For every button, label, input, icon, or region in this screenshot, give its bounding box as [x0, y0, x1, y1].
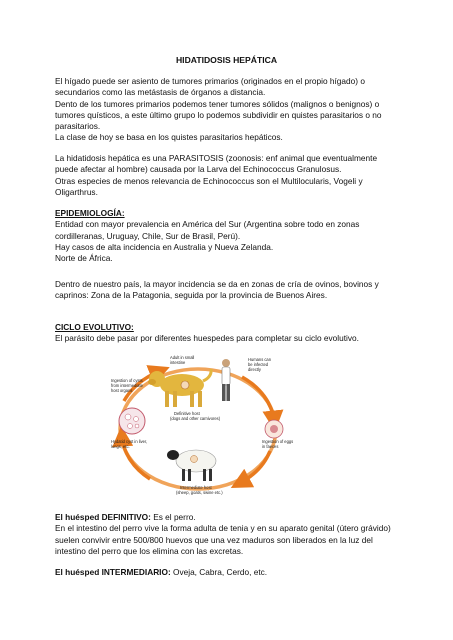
text-line: cordilleranas, Uruguay, Chile, Sur de Brasil, Perú). [55, 230, 241, 241]
text-line: parasitarios. [55, 121, 101, 132]
ciclo-section [55, 322, 400, 345]
text-line: Otras especies de menos relevancia de Echinococcus son el Multilocularis, Vogeli y [55, 175, 363, 186]
text-line: Hay casos de alta incidencia en Australia y Nueva Zelanda. [55, 241, 274, 252]
diagram-label: in faeces [262, 444, 279, 449]
diagram-label: (dogs and other carnivores) [170, 416, 221, 421]
diagram-label: be infected [248, 362, 269, 367]
text-line: intestino del perro que los elimina con las excretas. [55, 545, 244, 556]
text-line: caprinos: Zona de la Patagonia, seguida por la provincia de Buenos Aires. [55, 290, 328, 301]
diagram-label: Intermediate host [180, 485, 212, 490]
text-line [55, 512, 400, 523]
dog-illustration [148, 369, 211, 407]
diagram-label: lungs, etc. [111, 444, 130, 449]
section-heading: EPIDEMIOLOGÍA: [55, 208, 125, 218]
diagram-label: intestine [170, 360, 186, 365]
sheep-illustration [167, 450, 216, 481]
diagram-label: Adult in small [170, 355, 195, 360]
diagram-label: Ingestion of eggs [262, 439, 294, 444]
text-line: puede afectar al hombre) causada por la Larva del Echinococcus Granulosus. [55, 164, 342, 175]
text-line: tumores quísticos, a este último grupo lo podemos subdividir en quistes parasitarios o no [55, 109, 382, 120]
text-line: suelen convivir entre 500/800 huevos que una vez maduros son liberados en la luz del [55, 534, 373, 545]
bold-label: El huésped INTERMEDIARIO: [55, 567, 171, 577]
section-heading: CICLO EVOLUTIVO: [55, 322, 134, 332]
text-line: En el intestino del perro vive la forma adulta de tenia y en su aparato genital (útero grávido) [55, 523, 391, 534]
epidemiologia-pais-paragraph [55, 279, 400, 302]
human-illustration [222, 359, 230, 401]
hydatid-cyst-illustration [119, 408, 145, 434]
text-line [55, 567, 400, 578]
text-line: El hígado puede ser asiento de tumores primarios (originados en el propio hígado) o [55, 76, 365, 86]
diagram-label: host organs [111, 388, 133, 393]
text-line: Oligarthrus. [55, 186, 98, 197]
text-line: Dento de los tumores primarios podemos tener tumores sólidos (malignos o benignos) o [55, 98, 380, 109]
life-cycle-diagram [110, 351, 316, 503]
text-line: El parásito debe pasar por diferentes huespedes para completar su ciclo evolutivo. [55, 333, 359, 344]
intro-paragraph [55, 76, 400, 144]
inline-value: Oveja, Cabra, Cerdo, etc. [170, 567, 268, 577]
diagram-label: Humans can [248, 357, 271, 362]
bold-label: El huésped DEFINITIVO: [55, 512, 151, 522]
diagram-label: Ingestion of cysts [111, 378, 143, 383]
inline-value: Es el perro. [150, 512, 196, 522]
huesped-definitivo-section [55, 512, 400, 557]
diagram-label: from intermediate [111, 383, 143, 388]
huesped-intermediario-section [55, 567, 400, 578]
epidemiologia-section [55, 208, 400, 264]
text-line: Dentro de nuestro país, la mayor incidencia se da en zonas de cría de ovinos, bovinos y [55, 279, 379, 289]
text-line: Norte de África. [55, 253, 113, 264]
text-line: La hidatidosis hepática es una PARASITOSIS (zoonosis: enf animal que eventualmente [55, 153, 378, 163]
diagram-label: (sheep, goats, swine etc.) [176, 490, 223, 495]
text-line: Entidad con mayor prevalencia en América del Sur (Argentina sobre todo en zonas [55, 219, 360, 230]
page-title: HIDATIDOSIS HEPÁTICA [175, 55, 278, 65]
diagram-label: Hydatid cyst in liver, [111, 439, 148, 444]
diagram-label: directly [248, 367, 261, 372]
egg-illustration [265, 420, 283, 438]
text-line: secundarios como las metástasis de órganos a distancia. [55, 87, 266, 98]
diagram-label: Definitive host [174, 411, 200, 416]
text-line: La clase de hoy se basa en los quistes parasitarios hepáticos. [55, 132, 283, 143]
parasitosis-paragraph [55, 153, 400, 198]
